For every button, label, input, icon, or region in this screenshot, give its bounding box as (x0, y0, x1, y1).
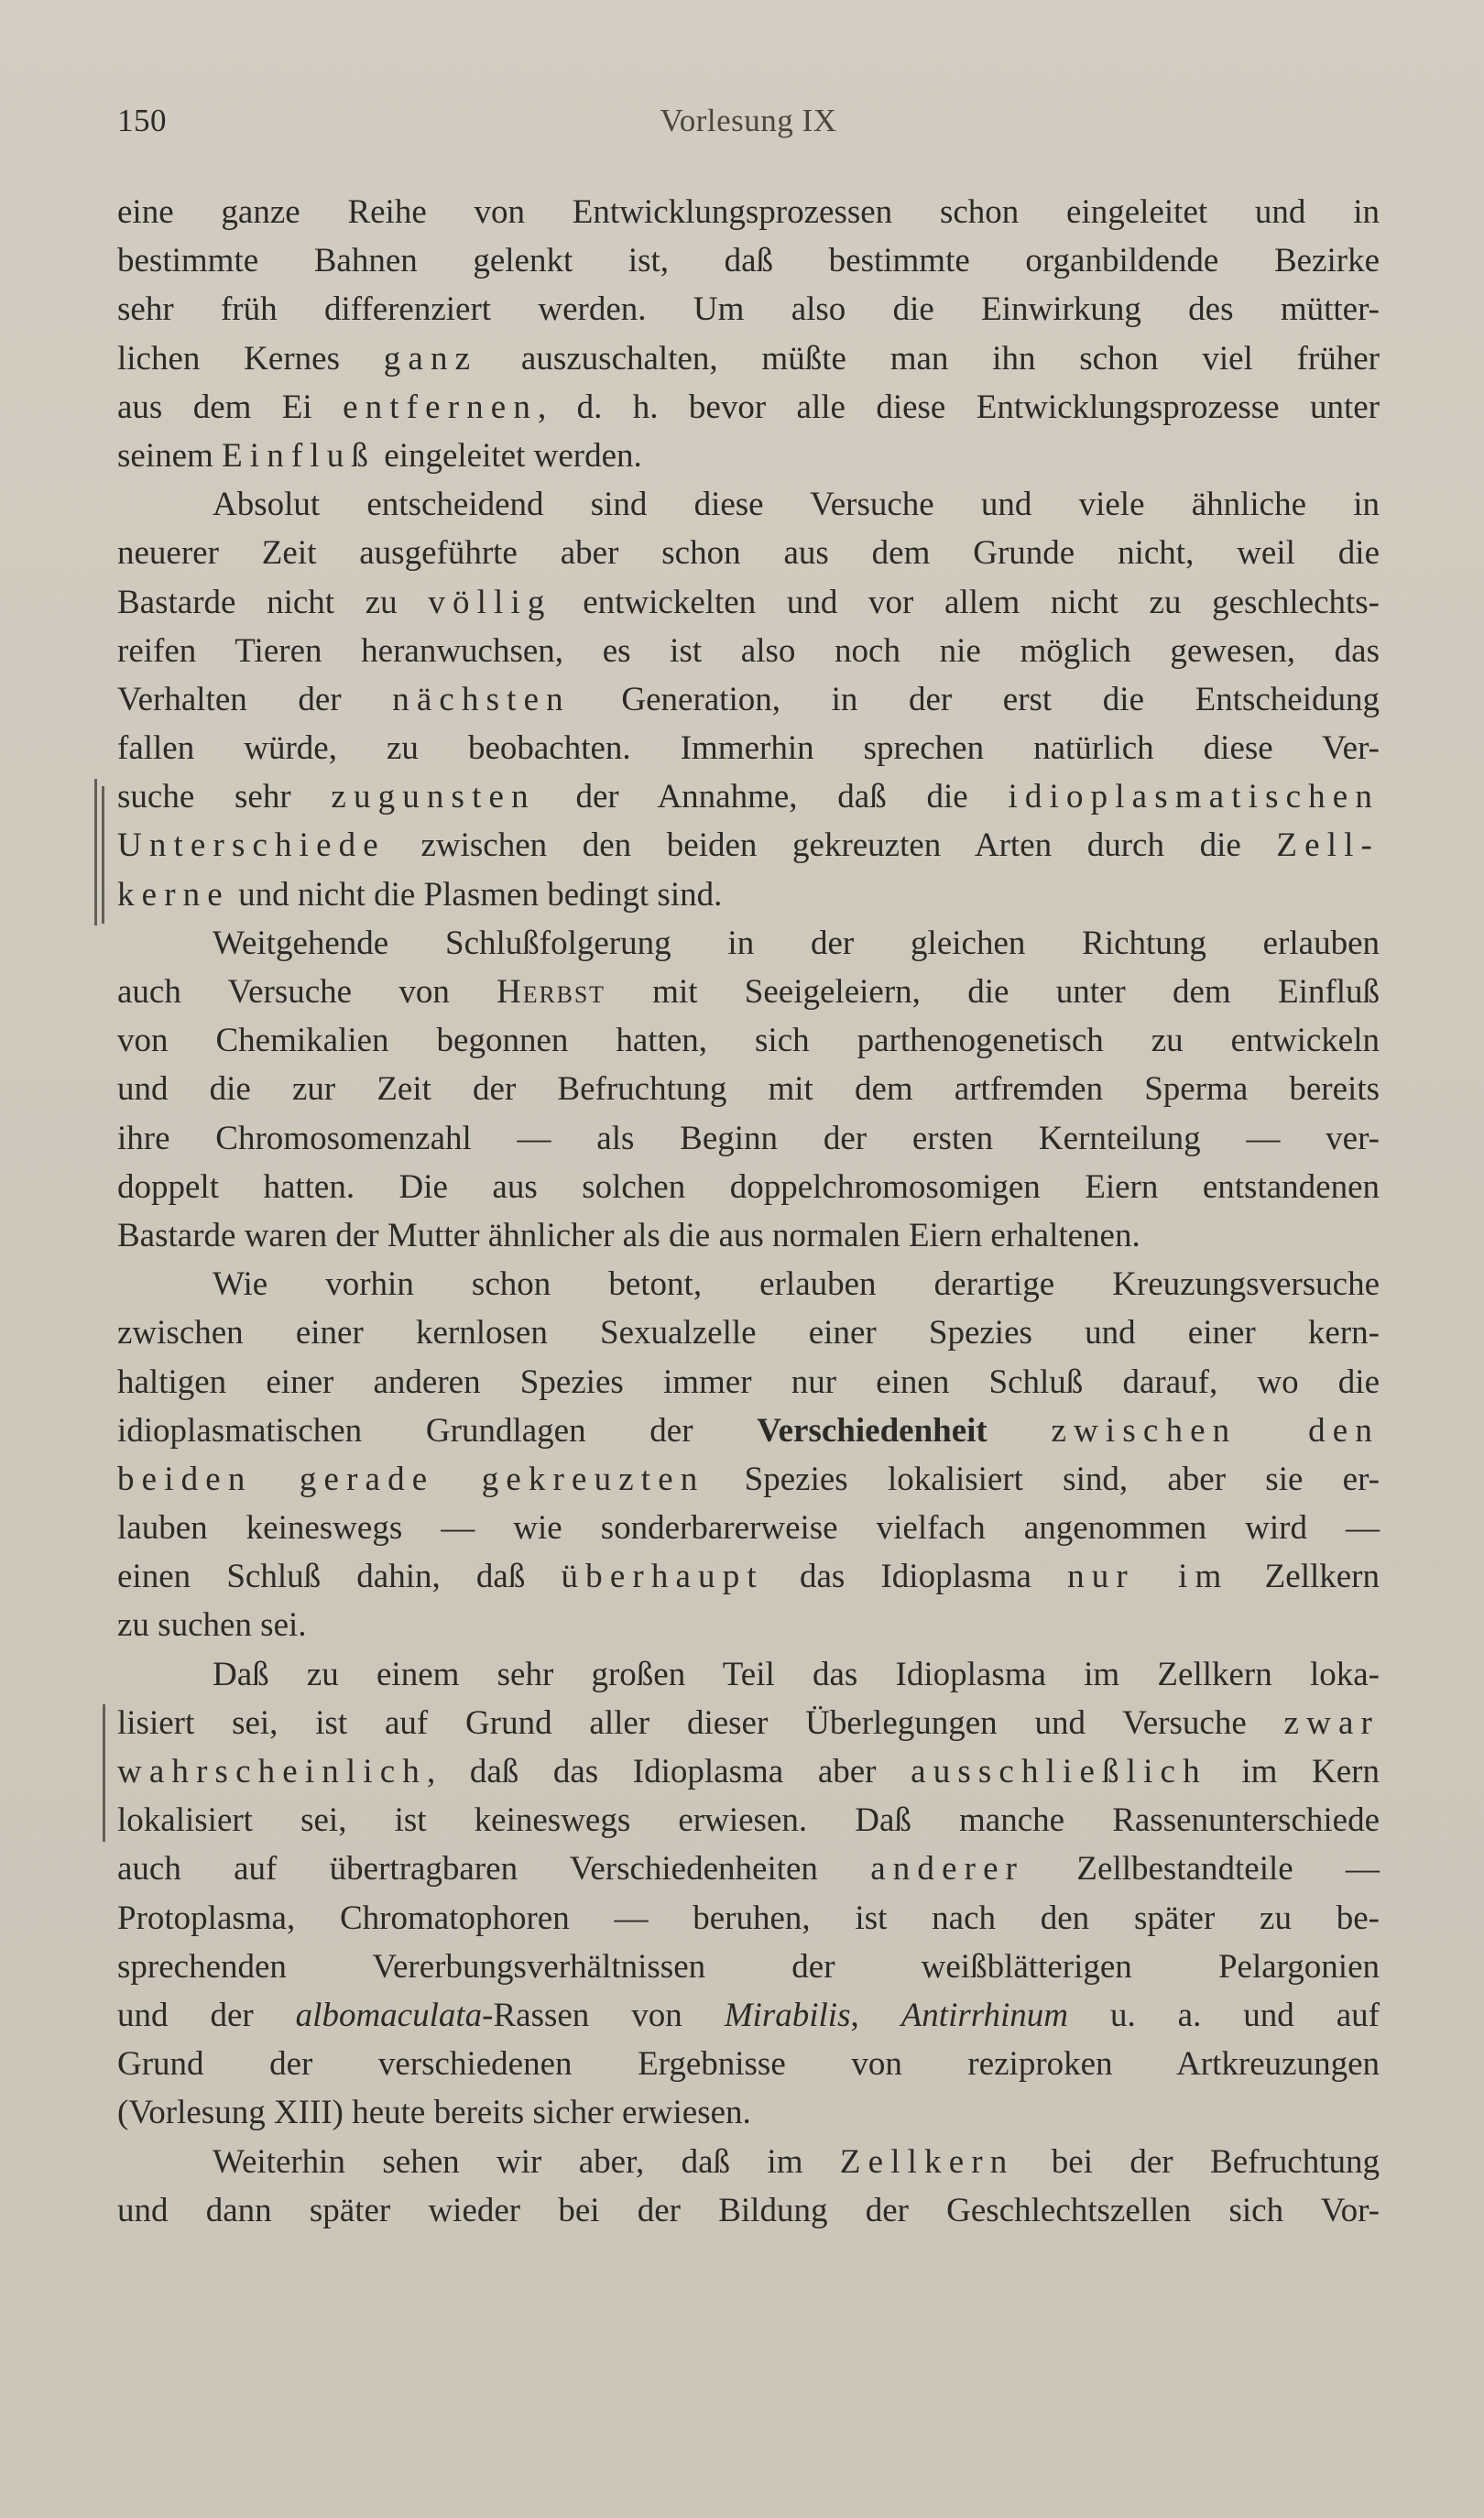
text-line: und dann später wieder bei der Bildung der Geschlechtszellen sich Vor- (117, 2191, 1380, 2229)
text-line: Verhalten der nächsten Generation, in der erst die Entscheidung (117, 680, 1380, 718)
running-title: Vorlesung IX (660, 103, 837, 138)
text-line: kerne und nicht die Plasmen bedingt sind. (117, 875, 723, 914)
text-line: Weitgehende Schlußfolgerung in der gleichen Richtung erlauben (213, 924, 1380, 962)
text-line: sprechenden Vererbungsverhältnissen der weißblätterigen Pelargonien (117, 1947, 1380, 1986)
page-number: 150 (117, 103, 167, 138)
text-line: bestimmte Bahnen gelenkt ist, daß bestimmte organbildende Bezirke (117, 242, 1380, 280)
text-line: Bastarde waren der Mutter ähnlicher als die aus normalen Eiern erhaltenen. (117, 1216, 1140, 1254)
text-line: lauben keineswegs — wie sonderbarerweise vielfach angenommen wird — (117, 1509, 1380, 1548)
text-line: Weiterhin sehen wir aber, daß im Zellkern bei der Befruchtung (213, 2142, 1380, 2181)
text-line: Daß zu einem sehr großen Teil das Idioplasma im Zellkern loka- (213, 1655, 1380, 1693)
text-line: und die zur Zeit der Befruchtung mit dem artfremden Sperma bereits (117, 1070, 1380, 1109)
text-line: Unterschiede zwischen den beiden gekreuzten Arten durch die Zell- (117, 827, 1380, 865)
text-line: zu suchen sei. (117, 1606, 307, 1645)
text-line: reifen Tieren heranwuchsen, es ist also noch nie möglich gewesen, das (117, 631, 1380, 670)
text-line: einen Schluß dahin, daß überhaupt das Idioplasma nur im Zellkern (117, 1558, 1380, 1596)
text-line: lichen Kernes ganz auszuschalten, müßte man ihn schon viel früher (117, 339, 1380, 378)
text-line: Absolut entscheidend sind diese Versuche und viele ähnliche in (213, 486, 1380, 524)
text-line: fallen würde, zu beobachten. Immerhin sprechen natürlich diese Ver- (117, 729, 1380, 768)
text-line: Grund der verschiedenen Ergebnisse von reziproken Artkreuzungen (117, 2045, 1380, 2084)
text-line: auch auf übertragbaren Verschiedenheiten anderer Zellbestandteile — (117, 1850, 1380, 1888)
text-line: (Vorlesung XIII) heute bereits sicher erwiesen. (117, 2094, 751, 2132)
text-line: Protoplasma, Chromatophoren — beruhen, ist nach den später zu be- (117, 1899, 1380, 1937)
text-line: seinem Einfluß eingeleitet werden. (117, 436, 642, 475)
text-line: haltigen einer anderen Spezies immer nur einen Schluß darauf, wo die (117, 1363, 1380, 1401)
text-line: ihre Chromosomenzahl — als Beginn der ersten Kernteilung — ver- (117, 1119, 1380, 1157)
text-line: suche sehr zugunsten der Annahme, daß die idioplasmatischen (117, 778, 1380, 816)
margin-pencil-mark (103, 1704, 105, 1842)
text-line: auch Versuche von Herbst mit Seeigeleiern, die unter dem Einfluß (117, 973, 1380, 1011)
text-line: Wie vorhin schon betont, erlauben derartige Kreuzungsversuche (213, 1265, 1380, 1304)
text-line: lisiert sei, ist auf Grund aller dieser Überlegungen und Versuche zwar (117, 1703, 1380, 1742)
text-line: und der albomaculata-Rassen von Mirabilis, Antirrhinum u. a. und auf (117, 1996, 1380, 2034)
text-line: von Chemikalien begonnen hatten, sich parthenogenetisch zu entwickeln (117, 1022, 1380, 1060)
text-line: idioplasmatischen Grundlagen der Verschiedenheit zwischen den (117, 1411, 1380, 1450)
text-line: zwischen einer kernlosen Sexualzelle einer Spezies und einer kern- (117, 1314, 1380, 1352)
page-header (117, 103, 1380, 143)
body-text (117, 188, 1380, 2235)
text-line: beiden gerade gekreuzten Spezies lokalisiert sind, aber sie er- (117, 1460, 1380, 1498)
text-line: Bastarde nicht zu völlig entwickelten und vor allem nicht zu geschlechts- (117, 583, 1380, 621)
margin-pencil-mark (102, 786, 104, 924)
text-line: doppelt hatten. Die aus solchen doppelchromosomigen Eiern entstandenen (117, 1167, 1380, 1206)
text-line: aus dem Ei entfernen, d. h. bevor alle diese Entwicklungsprozesse unter (117, 388, 1380, 426)
text-line: lokalisiert sei, ist keineswegs erwiesen. Daß manche Rassenunterschiede (117, 1801, 1380, 1840)
text-line: neuerer Zeit ausgeführte aber schon aus dem Grunde nicht, weil die (117, 534, 1380, 573)
text-line: wahrscheinlich, daß das Idioplasma aber ausschließlich im Kern (117, 1753, 1380, 1790)
margin-pencil-mark (94, 779, 97, 925)
text-line: sehr früh differenziert werden. Um also die Einwirkung des mütter- (117, 290, 1380, 329)
author-name: Herbst (496, 973, 606, 1011)
text-line: eine ganze Reihe von Entwicklungsprozessen schon eingeleitet und in (117, 193, 1380, 231)
